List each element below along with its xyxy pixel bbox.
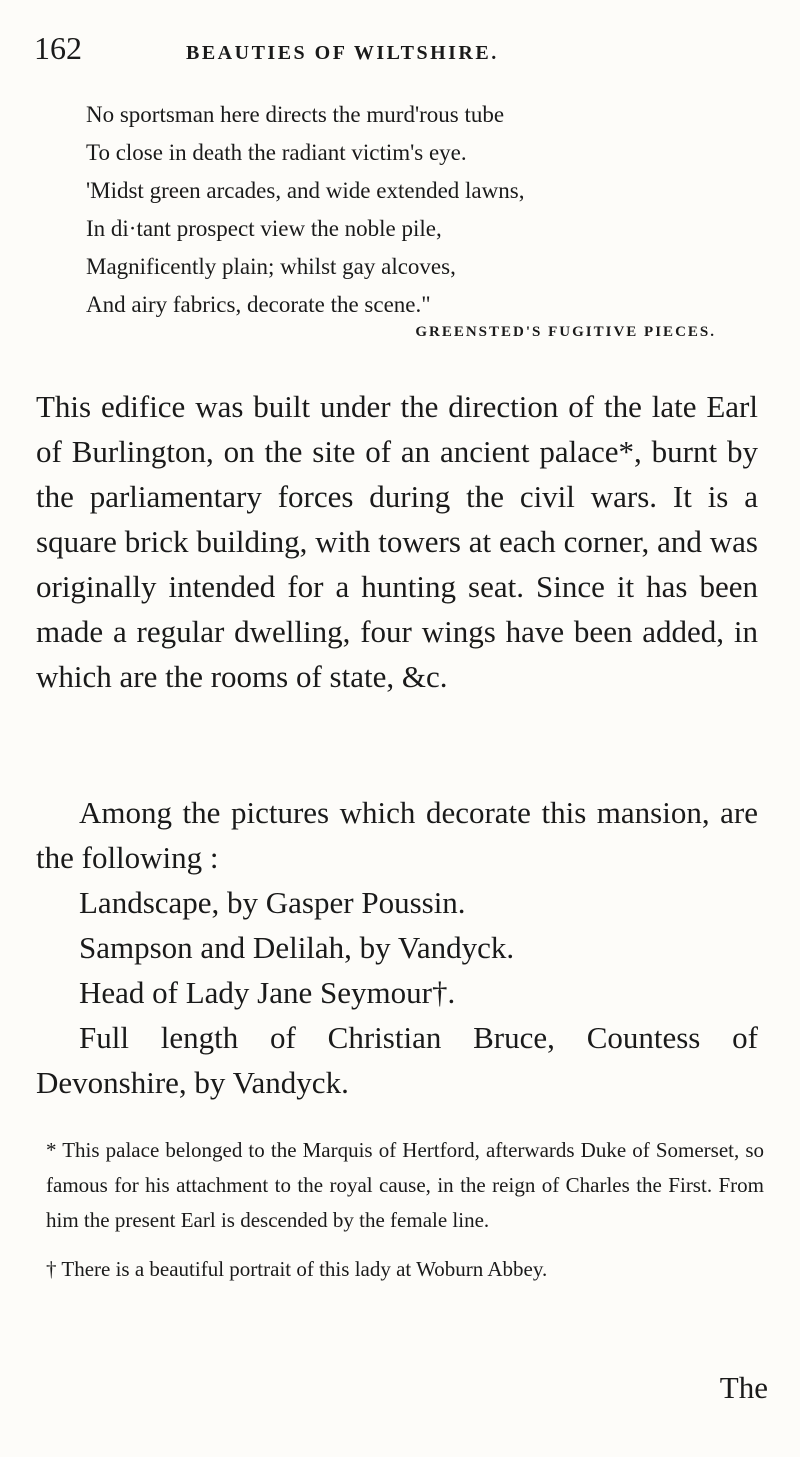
poem-line: To close in death the radiant victim's eye.: [86, 140, 467, 165]
poem-quotation: [86, 96, 524, 324]
poem-line: Magnificently plain; whilst gay alcoves,: [86, 254, 456, 279]
catchword: The: [719, 1370, 768, 1405]
body-paragraph-2: [36, 790, 758, 1105]
page-header: [34, 30, 770, 70]
paragraph-text: This edifice was built under the direction of the late Earl of Burlington, on the site of an ancient palace*, burnt by the parliamentary forces during the civil wars. It is a square brick building, with towers at each corner, and was originally intended for a hunting seat. Since it has been made a regular dwelling, four wings have been added, in which are the rooms of state, &c.: [36, 389, 758, 694]
poem-attribution: GREENSTED'S FUGITIVE PIECES.: [415, 324, 716, 340]
poem-line: No sportsman here directs the murd'rous tube: [86, 102, 505, 127]
poem-line: In di·tant prospect view the noble pile,: [86, 216, 442, 241]
picture-item: Sampson and Delilah, by Vandyck.: [79, 930, 515, 965]
footnote-asterisk: * This palace belonged to the Marquis of Hertford, afterwards Duke of Somerset, so famous for his attachment to the royal cause, in the reign of Charles the First. From him the present Earl is descended by the female line.: [46, 1138, 764, 1232]
picture-item: Head of Lady Jane Seymour†.: [79, 975, 456, 1010]
page-number: 162: [34, 30, 82, 66]
picture-item: Landscape, by Gasper Poussin.: [79, 885, 466, 920]
footnotes: [46, 1133, 764, 1301]
footnote-dagger: † There is a beautiful portrait of this lady at Woburn Abbey.: [46, 1257, 548, 1281]
poem-line: 'Midst green arcades, and wide extended lawns,: [86, 178, 525, 203]
pictures-list: [36, 880, 758, 1105]
pictures-intro: Among the pictures which decorate this mansion, are the following :: [36, 795, 758, 875]
poem-line: And airy fabrics, decorate the scene.": [86, 292, 431, 317]
picture-item: Full length of Christian Bruce, Countess of Devonshire, by Vandyck.: [36, 1020, 758, 1100]
running-head: BEAUTIES OF WILTSHIRE.: [186, 42, 499, 64]
body-paragraph-1: [36, 384, 758, 699]
